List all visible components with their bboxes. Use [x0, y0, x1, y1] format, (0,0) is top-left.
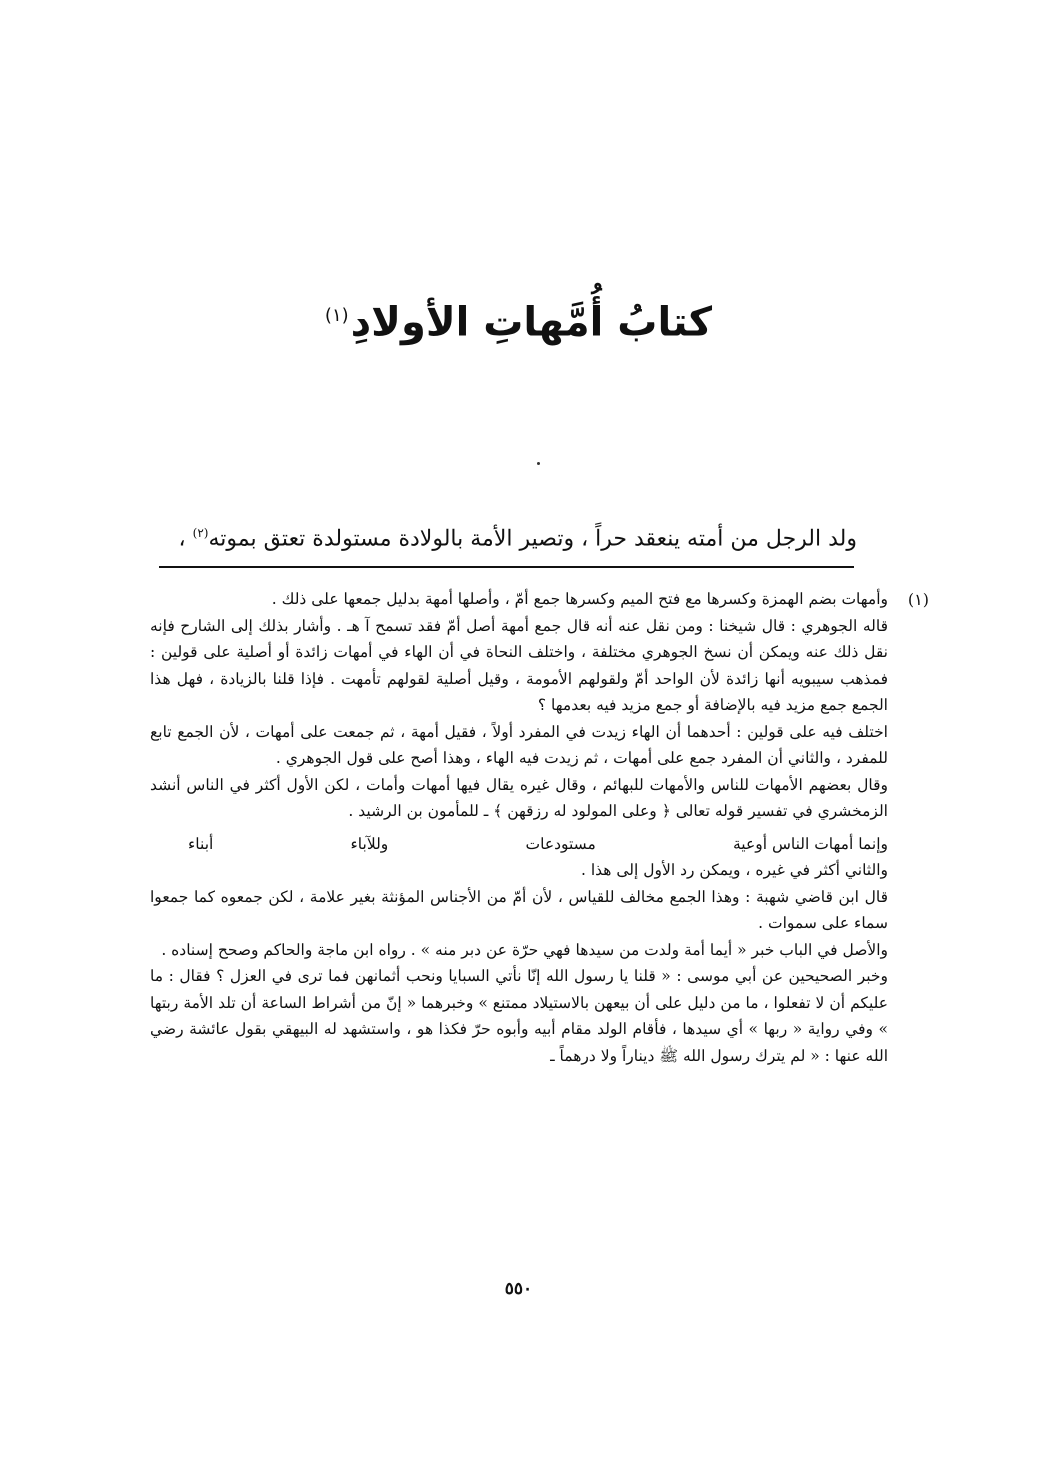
footnote-paragraph: وقال بعضهم الأمهات للناس والأمهات للبهائم ، وقال غيره يقال فيها أمهات وأمات ، لكن الأول أكثر في الناس أنشد الزمخشري في تفسير قوله تعالى ﴿ وعلى المولود له رزقهن ﴾ ـ للمأمون بن الرشيد . — [150, 775, 889, 820]
poem-part: وإنما أمهات الناس أوعية — [732, 834, 888, 853]
page-number: ٥٥٠ — [504, 1279, 533, 1299]
footnote-paragraph: اختلف فيه على قولين : أحدهما أن الهاء زيدت في المفرد أولاً ، فقيل أمهة ، ثم جمعت على أمهات ، لأن الجمع تابع للمفرد ، والثاني أن المفرد جمع على أمهات ، ثم زيدت فيه الهاء ، وهذا أصح على قول الجوهري . — [150, 722, 888, 767]
chapter-title-text: كتابُ أُمَّهاتِ الأولادِ — [350, 299, 713, 346]
poem-part: وللآباء — [350, 834, 389, 853]
poem-part: مستودعات — [525, 834, 596, 853]
main-text-tail: ، — [178, 526, 193, 552]
footnote-separator — [159, 566, 854, 568]
poem-part: أبناء — [188, 834, 214, 853]
footnotes — [150, 586, 888, 1069]
footnote-paragraph: وخبر الصحيحين عن أبي موسى : « قلنا يا رسول الله إنّا نأتي السبايا ونحب أثمانهن فما ترى في العزل ؟ فقال : ما عليكم أن لا تفعلوا ، ما من دليل على أن بيعهن بالاستيلاد ممتنع » وخبرهما « إنّ من أشراط الساعة أن تلد الأمة ربتها » وفي رواية « ربها » أي سيدها ، فأقام الولد مقام أبيه وأبوه حرّ فكذا هو ، واستشهد له البيهقي بقول عائشة رضي الله عنها : « لم يترك رسول الله ﷺ ديناراً ولا درهماً ـ — [150, 967, 888, 1065]
title-footnote-ref: (١) — [324, 305, 349, 326]
footnote-paragraph: قاله الجوهري : قال شيخنا : ومن نقل عنه أنه قال جمع أمهة أصل أمّ فقد تسمح آ هـ . وأشار بذلك إلى الشارح فإنه نقل ذلك عنه ويمكن أن نسخ الجوهري مختلفة ، واختلف النحاة في أن الهاء في أمهات زائدة أو أصلية على قولين : فمذهب سيبويه أنها زائدة لأن الواحد أمّ ولقولهم الأمومة ، وقيل أصلية لقولهم تأمهت . فإذا قلنا بالزيادة ، فهل هذا الجمع جمع مزيد فيه بالإضافة أو جمع مزيد فيه بعدمها ؟ — [150, 616, 888, 714]
footnote-paragraph: وأمهات بضم الهمزة وكسرها مع فتح الميم وكسرها جمع أمّ ، وأصلها أمهة بدليل جمعها على ذلك . — [271, 590, 888, 608]
main-text-body: ولد الرجل من أمته ينعقد حراً ، وتصير الأمة بالولادة مستولدة تعتق بموته — [208, 526, 857, 552]
footnote-paragraph: والأصل في الباب خبر « أيما أمة ولدت من سيدها فهي حرّة عن دبر منه » . رواه ابن ماجة والحاكم وصحح إسناده . — [161, 940, 888, 959]
poem-verse — [150, 831, 888, 858]
footnote-paragraph: والثاني أكثر في غيره ، ويمكن رد الأول إلى هذا . — [580, 861, 888, 879]
main-text-footnote-ref: (٢) — [192, 526, 209, 540]
footnote-number: (١) — [907, 590, 929, 609]
scan-speck — [537, 462, 540, 465]
footnote-paragraph: قال ابن قاضي شهبة : وهذا الجمع مخالف للقياس ، لأن أمّ من الأجناس المؤنثة بغير علامة ، لكن جمعوه كما جمعوا سماء على سموات . — [150, 887, 888, 932]
chapter-title — [0, 286, 1037, 352]
main-text — [157, 515, 857, 557]
